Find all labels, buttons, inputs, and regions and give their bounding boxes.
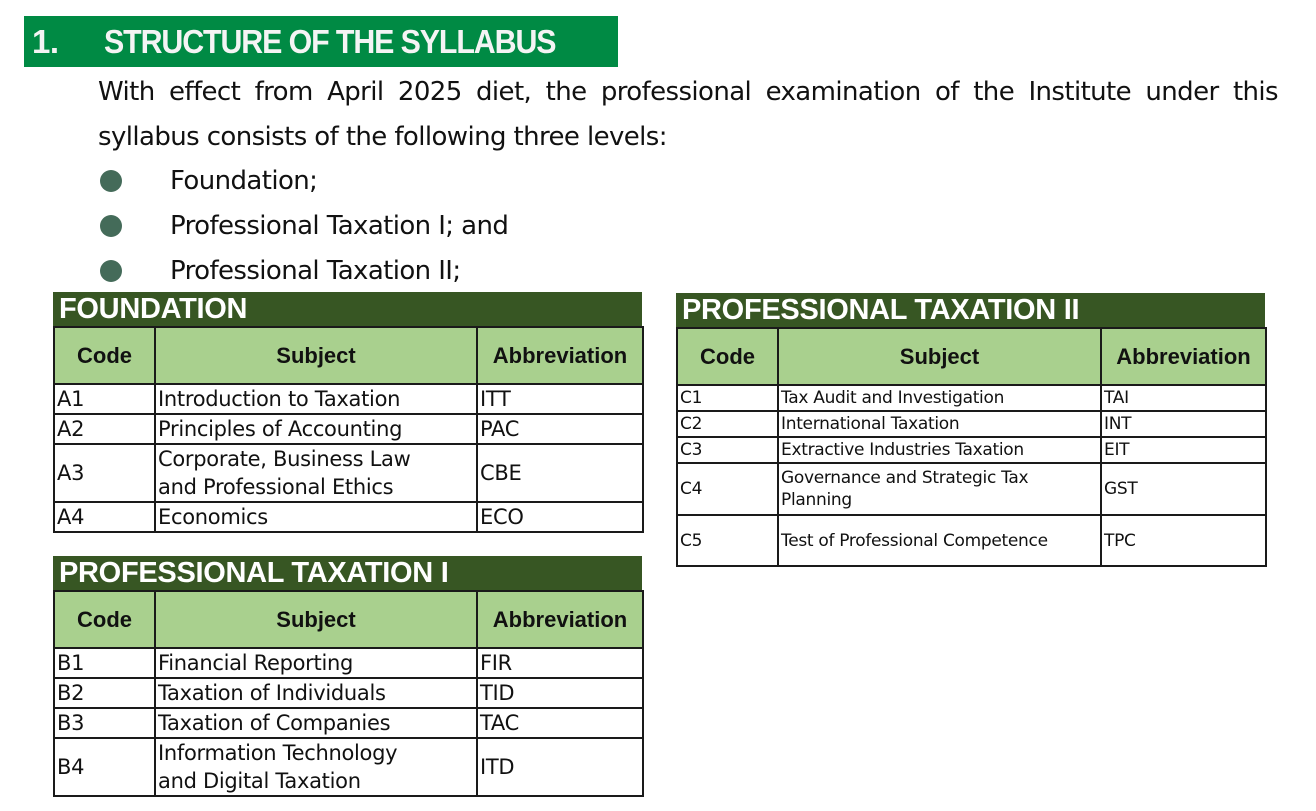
code-cell: C3 xyxy=(677,437,778,463)
code-cell: A1 xyxy=(54,384,155,414)
table-title: FOUNDATION xyxy=(53,292,642,326)
code-cell: B3 xyxy=(54,708,155,738)
abbreviation-cell: GST xyxy=(1101,463,1266,515)
code-cell: B4 xyxy=(54,738,155,796)
column-header-subject: Subject xyxy=(155,327,477,384)
list-item xyxy=(100,248,508,293)
bullet-icon xyxy=(100,215,122,237)
subject-cell: Economics xyxy=(155,502,477,532)
abbreviation-cell: FIR xyxy=(477,648,643,678)
level-label: Professional Taxation II; xyxy=(170,255,461,286)
table-title: PROFESSIONAL TAXATION I xyxy=(53,556,642,590)
intro-paragraph xyxy=(98,70,1278,160)
subject-line-1: Governance and Strategic Tax xyxy=(781,468,1029,488)
subject-cell: Introduction to Taxation xyxy=(155,384,477,414)
table-row xyxy=(677,515,1266,566)
column-header-subject: Subject xyxy=(778,328,1101,385)
table-row xyxy=(677,437,1266,463)
subject-cell: Extractive Industries Taxation xyxy=(778,437,1101,463)
subject-cell: Financial Reporting xyxy=(155,648,477,678)
table-row xyxy=(54,678,643,708)
subject-line-2: and Digital Taxation xyxy=(158,769,361,793)
subject-cell: Tax Audit and Investigation xyxy=(778,385,1101,411)
abbreviation-cell: EIT xyxy=(1101,437,1266,463)
abbreviation-cell: ITT xyxy=(477,384,643,414)
column-header-code: Code xyxy=(54,327,155,384)
column-header-code: Code xyxy=(677,328,778,385)
foundation-table xyxy=(53,292,642,533)
table-row xyxy=(54,414,643,444)
subject-cell xyxy=(155,444,477,502)
code-cell: B1 xyxy=(54,648,155,678)
intro-line-2: syllabus consists of the following three levels: xyxy=(98,122,667,152)
subject-line-1: Corporate, Business Law xyxy=(158,447,411,471)
abbreviation-cell: TAI xyxy=(1101,385,1266,411)
list-item xyxy=(100,158,508,203)
code-cell: A3 xyxy=(54,444,155,502)
code-cell: C2 xyxy=(677,411,778,437)
table-row xyxy=(54,708,643,738)
abbreviation-cell: TPC xyxy=(1101,515,1266,566)
column-header-code: Code xyxy=(54,591,155,648)
subject-line-2: Planning xyxy=(781,490,852,510)
professional-taxation-2-table xyxy=(676,293,1265,567)
subject-cell: International Taxation xyxy=(778,411,1101,437)
table-row xyxy=(677,463,1266,515)
level-label: Foundation; xyxy=(170,165,318,196)
abbreviation-cell: TID xyxy=(477,678,643,708)
code-cell: C5 xyxy=(677,515,778,566)
table-row xyxy=(54,738,643,796)
column-header-abbreviation: Abbreviation xyxy=(477,327,643,384)
table-row xyxy=(54,648,643,678)
abbreviation-cell: INT xyxy=(1101,411,1266,437)
bullet-icon xyxy=(100,260,122,282)
code-cell: A4 xyxy=(54,502,155,532)
intro-line-1: With effect from April 2025 diet, the professional examination of the Institute under this xyxy=(98,77,1278,107)
bullet-icon xyxy=(100,170,122,192)
subject-line-2: and Professional Ethics xyxy=(158,475,394,499)
table-title: PROFESSIONAL TAXATION II xyxy=(676,293,1265,327)
code-cell: B2 xyxy=(54,678,155,708)
column-header-abbreviation: Abbreviation xyxy=(1101,328,1266,385)
subject-cell xyxy=(778,463,1101,515)
subject-line-1: Information Technology xyxy=(158,741,398,765)
professional-taxation-1-table xyxy=(53,556,642,797)
list-item xyxy=(100,203,508,248)
table-row xyxy=(54,384,643,414)
abbreviation-cell: ECO xyxy=(477,502,643,532)
abbreviation-cell: CBE xyxy=(477,444,643,502)
level-label: Professional Taxation I; and xyxy=(170,210,509,241)
column-header-abbreviation: Abbreviation xyxy=(477,591,643,648)
section-title-bar xyxy=(24,16,618,67)
code-cell: A2 xyxy=(54,414,155,444)
table-row xyxy=(677,385,1266,411)
subject-cell: Principles of Accounting xyxy=(155,414,477,444)
table-row xyxy=(54,502,643,532)
table-row xyxy=(54,444,643,502)
section-title: STRUCTURE OF THE SYLLABUS xyxy=(104,22,556,60)
subject-cell: Taxation of Individuals xyxy=(155,678,477,708)
levels-list xyxy=(100,158,508,293)
abbreviation-cell: ITD xyxy=(477,738,643,796)
subject-cell xyxy=(155,738,477,796)
column-header-subject: Subject xyxy=(155,591,477,648)
abbreviation-cell: TAC xyxy=(477,708,643,738)
section-number: 1. xyxy=(32,22,59,60)
subject-cell: Test of Professional Competence xyxy=(778,515,1101,566)
code-cell: C4 xyxy=(677,463,778,515)
abbreviation-cell: PAC xyxy=(477,414,643,444)
code-cell: C1 xyxy=(677,385,778,411)
subject-cell: Taxation of Companies xyxy=(155,708,477,738)
table-row xyxy=(677,411,1266,437)
